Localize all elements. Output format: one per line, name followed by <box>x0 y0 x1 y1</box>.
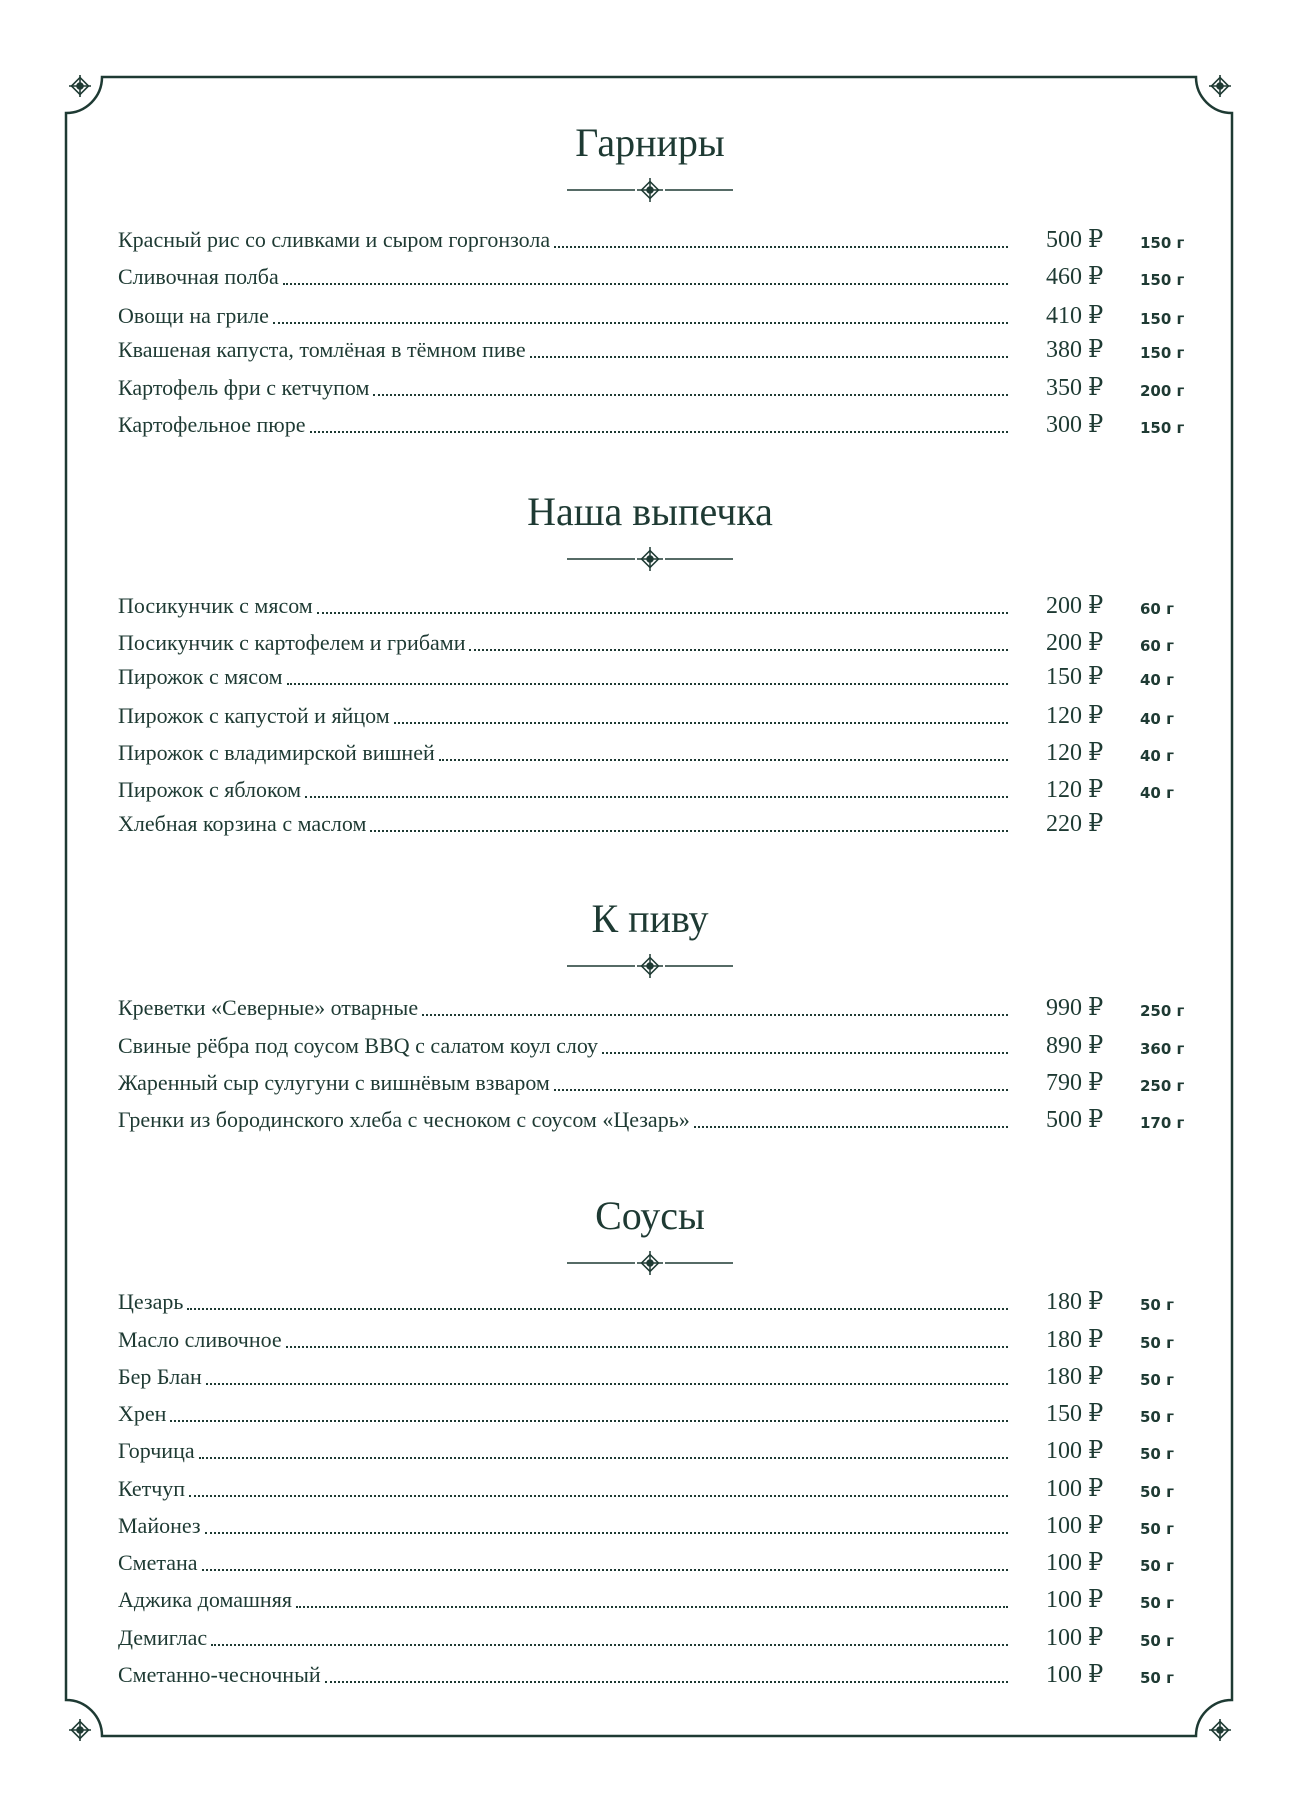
item-weight: 150 г <box>1140 344 1185 362</box>
menu-item <box>118 1400 1198 1430</box>
item-price: 180 ₽ <box>1046 1289 1104 1315</box>
item-weight: 150 г <box>1140 234 1185 252</box>
item-weight: 50 г <box>1140 1408 1174 1426</box>
item-weight: 360 г <box>1140 1040 1185 1058</box>
section-garnishes <box>0 118 1300 204</box>
menu-item <box>118 1288 1198 1318</box>
item-weight: 50 г <box>1140 1520 1174 1538</box>
menu-item <box>118 1475 1198 1505</box>
item-weight: 40 г <box>1140 747 1174 765</box>
item-price: 500 ₽ <box>1046 1107 1104 1133</box>
menu-item <box>118 629 1198 659</box>
menu-item <box>118 226 1198 256</box>
section-title: К пиву <box>591 896 709 941</box>
menu-item <box>118 1624 1198 1654</box>
menu-item <box>118 663 1198 693</box>
item-name: Посикунчик с мясом <box>118 593 313 618</box>
item-weight: 50 г <box>1140 1445 1174 1463</box>
corner-ornament-icon <box>69 75 91 97</box>
item-name: Цезарь <box>118 1289 184 1314</box>
item-weight: 40 г <box>1140 784 1174 802</box>
item-name: Демиглас <box>118 1625 208 1650</box>
item-price: 150 ₽ <box>1046 664 1104 690</box>
section-title: Гарниры <box>575 120 725 165</box>
item-name: Креветки «Северные» отварные <box>118 995 419 1020</box>
item-weight: 60 г <box>1140 600 1174 618</box>
item-price: 350 ₽ <box>1046 375 1104 401</box>
item-price: 100 ₽ <box>1046 1438 1104 1464</box>
item-name: Сливочная полба <box>118 264 279 289</box>
section-title: Наша выпечка <box>527 489 773 534</box>
menu-item <box>118 810 1198 840</box>
item-price: 100 ₽ <box>1046 1476 1104 1502</box>
item-weight: 50 г <box>1140 1334 1174 1352</box>
item-weight: 60 г <box>1140 637 1174 655</box>
menu-item <box>118 374 1198 404</box>
corner-ornament-icon <box>1209 1719 1231 1741</box>
menu-item <box>118 1032 1198 1062</box>
item-weight: 250 г <box>1140 1077 1185 1095</box>
menu-item <box>118 739 1198 769</box>
item-price: 790 ₽ <box>1046 1070 1104 1096</box>
item-name: Хлебная корзина с маслом <box>118 811 367 836</box>
section-sauces <box>0 1191 1300 1277</box>
item-price: 120 ₽ <box>1046 777 1104 803</box>
item-price: 300 ₽ <box>1046 412 1104 438</box>
divider-ornament-icon <box>565 176 735 204</box>
menu-item <box>118 592 1198 622</box>
menu-item <box>118 336 1198 366</box>
menu-item <box>118 411 1198 441</box>
item-weight: 50 г <box>1140 1632 1174 1650</box>
menu-item <box>118 702 1198 732</box>
item-name: Сметана <box>118 1550 198 1575</box>
menu-item <box>118 1326 1198 1356</box>
item-weight: 50 г <box>1140 1483 1174 1501</box>
item-price: 100 ₽ <box>1046 1587 1104 1613</box>
item-price: 200 ₽ <box>1046 630 1104 656</box>
menu-item <box>118 1661 1198 1691</box>
menu-item <box>118 1069 1198 1099</box>
item-name: Пирожок с капустой и яйцом <box>118 703 390 728</box>
menu-item <box>118 302 1198 332</box>
item-price: 100 ₽ <box>1046 1662 1104 1688</box>
item-weight: 40 г <box>1140 671 1174 689</box>
item-price: 150 ₽ <box>1046 1401 1104 1427</box>
item-price: 380 ₽ <box>1046 337 1104 363</box>
menu-item <box>118 1363 1198 1393</box>
divider-ornament-icon <box>565 1249 735 1277</box>
divider-ornament-icon <box>565 545 735 573</box>
item-name: Кетчуп <box>118 1476 186 1501</box>
item-weight: 200 г <box>1140 382 1185 400</box>
item-name: Посикунчик с картофелем и грибами <box>118 630 466 655</box>
item-name: Пирожок с владимирской вишней <box>118 740 435 765</box>
section-bakery <box>0 487 1300 573</box>
item-price: 100 ₽ <box>1046 1513 1104 1539</box>
item-weight: 50 г <box>1140 1371 1174 1389</box>
item-name: Горчица <box>118 1438 195 1463</box>
item-name: Масло сливочное <box>118 1327 282 1352</box>
item-price: 100 ₽ <box>1046 1550 1104 1576</box>
item-weight: 50 г <box>1140 1669 1174 1687</box>
item-name: Жаренный сыр сулугуни с вишнёвым взваром <box>118 1070 550 1095</box>
item-price: 120 ₽ <box>1046 740 1104 766</box>
item-name: Пирожок с мясом <box>118 664 283 689</box>
item-price: 460 ₽ <box>1046 264 1104 290</box>
item-price: 410 ₽ <box>1046 303 1104 329</box>
item-price: 200 ₽ <box>1046 593 1104 619</box>
item-weight: 150 г <box>1140 271 1185 289</box>
item-price: 120 ₽ <box>1046 703 1104 729</box>
corner-ornament-icon <box>1209 75 1231 97</box>
section-beer-snacks <box>0 894 1300 980</box>
menu-item <box>118 994 1198 1024</box>
item-weight: 50 г <box>1140 1557 1174 1575</box>
section-title: Соусы <box>595 1193 705 1238</box>
divider-ornament-icon <box>565 952 735 980</box>
item-price: 890 ₽ <box>1046 1033 1104 1059</box>
item-weight: 40 г <box>1140 710 1174 728</box>
item-name: Картофель фри с кетчупом <box>118 375 370 400</box>
item-name: Бер Блан <box>118 1364 202 1389</box>
item-name: Овощи на гриле <box>118 303 269 328</box>
corner-ornament-icon <box>69 1719 91 1741</box>
menu-item <box>118 263 1198 293</box>
item-weight: 50 г <box>1140 1594 1174 1612</box>
item-name: Хрен <box>118 1401 167 1426</box>
menu-item <box>118 1549 1198 1579</box>
item-name: Гренки из бородинского хлеба с чесноком с соусом «Цезарь» <box>118 1107 690 1132</box>
menu-item <box>118 776 1198 806</box>
item-price: 180 ₽ <box>1046 1327 1104 1353</box>
item-name: Аджика домашняя <box>118 1587 292 1612</box>
item-weight: 150 г <box>1140 419 1185 437</box>
menu-item <box>118 1437 1198 1467</box>
item-name: Картофельное пюре <box>118 412 306 437</box>
menu-item <box>118 1586 1198 1616</box>
item-name: Свиные рёбра под соусом BBQ с салатом коул слоу <box>118 1033 599 1058</box>
item-price: 990 ₽ <box>1046 995 1104 1021</box>
item-price: 500 ₽ <box>1046 227 1104 253</box>
item-weight: 50 г <box>1140 1296 1174 1314</box>
menu-item <box>118 1512 1198 1542</box>
item-name: Квашеная капуста, томлёная в тёмном пиве <box>118 337 526 362</box>
menu-item <box>118 1106 1198 1136</box>
item-weight: 170 г <box>1140 1114 1185 1132</box>
item-weight: 150 г <box>1140 310 1185 328</box>
item-name: Пирожок с яблоком <box>118 777 302 802</box>
item-name: Красный рис со сливками и сыром горгонзола <box>118 227 551 252</box>
item-name: Майонез <box>118 1513 201 1538</box>
item-price: 220 ₽ <box>1046 811 1104 837</box>
item-weight: 250 г <box>1140 1002 1185 1020</box>
item-price: 180 ₽ <box>1046 1364 1104 1390</box>
item-name: Сметанно-чесночный <box>118 1662 321 1687</box>
item-price: 100 ₽ <box>1046 1625 1104 1651</box>
